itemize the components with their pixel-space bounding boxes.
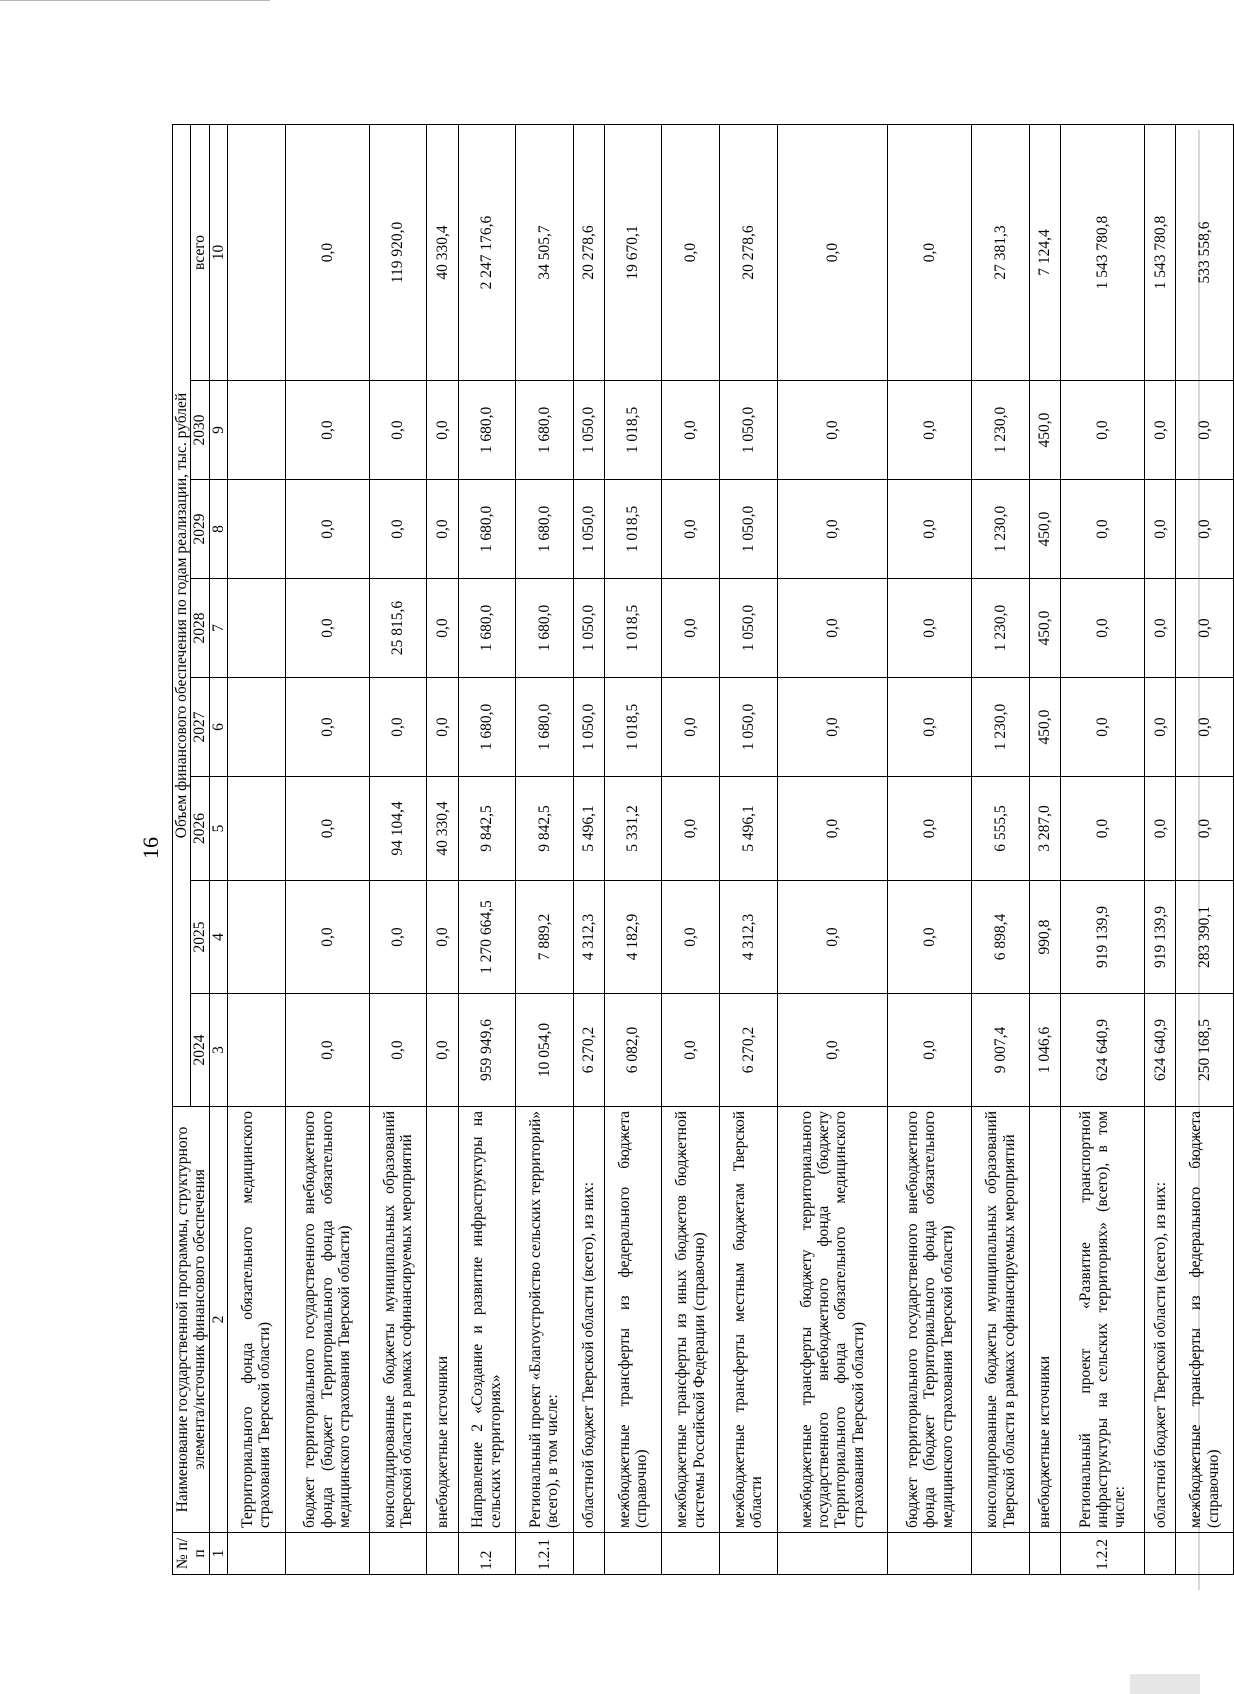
value-cell: 0,0 <box>888 881 972 994</box>
value-cell: 0,0 <box>888 125 972 381</box>
value-cell: 0,0 <box>369 678 427 777</box>
value-cell: 7 889,2 <box>516 881 574 994</box>
value-cell: 9 842,5 <box>458 777 516 881</box>
value-cell: 0,0 <box>285 381 369 480</box>
row-number <box>1030 1533 1061 1575</box>
row-number <box>720 1533 778 1575</box>
value-cell: 0,0 <box>427 881 458 994</box>
value-cell: 1 018,5 <box>604 381 662 480</box>
row-number: 1.2 <box>458 1533 516 1575</box>
value-cell: 1 018,5 <box>604 579 662 678</box>
value-cell: 40 330,4 <box>427 125 458 381</box>
value-cell: 0,0 <box>888 777 972 881</box>
value-cell: 919 139,9 <box>1145 881 1176 994</box>
value-cell: 0,0 <box>1176 381 1234 480</box>
value-cell: 0,0 <box>662 381 720 480</box>
value-cell: 0,0 <box>1176 777 1234 881</box>
row-name: консолидированные бюджеты муниципальных образований Тверской области в рамках софинансируемых мероприятий <box>369 1107 427 1533</box>
value-cell: 0,0 <box>888 678 972 777</box>
row-number <box>427 1533 458 1575</box>
header-year: 2030 <box>191 381 209 480</box>
value-cell: 533 558,6 <box>1176 125 1234 381</box>
value-cell: 0,0 <box>662 678 720 777</box>
value-cell: 1 543 780,8 <box>1061 125 1145 381</box>
header-index: 1 <box>209 1533 227 1575</box>
row-number <box>573 1533 604 1575</box>
value-cell <box>228 579 286 678</box>
value-cell: 20 278,6 <box>573 125 604 381</box>
value-cell: 0,0 <box>777 579 888 678</box>
value-cell <box>228 480 286 579</box>
value-cell: 3 287,0 <box>1030 777 1061 881</box>
value-cell: 1 680,0 <box>516 579 574 678</box>
value-cell: 0,0 <box>777 777 888 881</box>
page-number: 16 <box>138 837 163 859</box>
table-row <box>427 125 458 1575</box>
value-cell: 5 496,1 <box>720 777 778 881</box>
value-cell: 959 949,6 <box>458 994 516 1107</box>
row-name: межбюджетные трансферты из иных бюджетов бюджетной системы Российской Федерации (справочно) <box>662 1107 720 1533</box>
header-col-name: Наименование государственной программы, структурного элемента/источник финансового обеспечения <box>173 1107 210 1533</box>
value-cell: 1 680,0 <box>458 579 516 678</box>
value-cell: 1 050,0 <box>720 381 778 480</box>
value-cell <box>228 994 286 1107</box>
value-cell: 9 007,4 <box>972 994 1030 1107</box>
value-cell: 0,0 <box>369 881 427 994</box>
value-cell: 0,0 <box>427 994 458 1107</box>
value-cell: 1 230,0 <box>972 381 1030 480</box>
value-cell: 94 104,4 <box>369 777 427 881</box>
value-cell: 1 018,5 <box>604 678 662 777</box>
value-cell: 0,0 <box>285 881 369 994</box>
value-cell: 25 815,6 <box>369 579 427 678</box>
value-cell: 0,0 <box>777 994 888 1107</box>
value-cell: 34 505,7 <box>516 125 574 381</box>
value-cell: 27 381,3 <box>972 125 1030 381</box>
row-name: межбюджетные трансферты из федерального бюджета (справочно) <box>604 1107 662 1533</box>
value-cell: 4 312,3 <box>720 881 778 994</box>
value-cell: 450,0 <box>1030 381 1061 480</box>
table-row <box>604 125 662 1575</box>
header-index: 5 <box>209 777 227 881</box>
header-index: 8 <box>209 480 227 579</box>
value-cell: 9 842,5 <box>516 777 574 881</box>
value-cell: 1 680,0 <box>516 480 574 579</box>
value-cell: 450,0 <box>1030 480 1061 579</box>
value-cell: 0,0 <box>285 480 369 579</box>
value-cell: 1 050,0 <box>720 579 778 678</box>
row-name: внебюджетные источники <box>427 1107 458 1533</box>
value-cell: 0,0 <box>1061 381 1145 480</box>
value-cell: 7 124,4 <box>1030 125 1061 381</box>
value-cell: 0,0 <box>888 579 972 678</box>
value-cell: 119 920,0 <box>369 125 427 381</box>
table-row <box>1176 125 1234 1575</box>
value-cell: 0,0 <box>1145 480 1176 579</box>
header-index: 2 <box>209 1107 227 1533</box>
value-cell: 0,0 <box>285 994 369 1107</box>
value-cell: 0,0 <box>427 579 458 678</box>
value-cell: 5 331,2 <box>604 777 662 881</box>
row-name: бюджет территориального государственного внебюджетного фонда (бюджет Территориального фонда обязательного медицинского страхования Тверской области) <box>285 1107 369 1533</box>
table-row <box>1145 125 1176 1575</box>
value-cell: 919 139,9 <box>1061 881 1145 994</box>
value-cell: 0,0 <box>285 579 369 678</box>
value-cell: 1 050,0 <box>720 480 778 579</box>
value-cell: 0,0 <box>777 678 888 777</box>
value-cell: 0,0 <box>777 881 888 994</box>
row-name: областной бюджет Тверской области (всего), из них: <box>1145 1107 1176 1533</box>
value-cell: 0,0 <box>1145 381 1176 480</box>
row-number <box>777 1533 888 1575</box>
value-cell: 0,0 <box>888 994 972 1107</box>
value-cell: 4 312,3 <box>573 881 604 994</box>
value-cell: 0,0 <box>427 678 458 777</box>
value-cell: 6 898,4 <box>972 881 1030 994</box>
row-number <box>369 1533 427 1575</box>
value-cell: 1 050,0 <box>720 678 778 777</box>
row-name: межбюджетные трансферты бюджету территориального государственного внебюджетного фонда (бюджету Территориального фонда обязательного медицинского страхования Тверской области) <box>777 1107 888 1533</box>
value-cell: 1 050,0 <box>573 480 604 579</box>
header-year: 2025 <box>191 881 209 994</box>
header-index: 3 <box>209 994 227 1107</box>
value-cell: 10 054,0 <box>516 994 574 1107</box>
value-cell: 4 182,9 <box>604 881 662 994</box>
value-cell: 0,0 <box>662 777 720 881</box>
value-cell: 0,0 <box>662 881 720 994</box>
value-cell: 20 278,6 <box>720 125 778 381</box>
header-year: 2027 <box>191 678 209 777</box>
value-cell: 283 390,1 <box>1176 881 1234 994</box>
value-cell: 0,0 <box>1145 579 1176 678</box>
value-cell: 0,0 <box>285 125 369 381</box>
table-row <box>720 125 778 1575</box>
value-cell: 0,0 <box>1145 777 1176 881</box>
value-cell: 0,0 <box>662 579 720 678</box>
value-cell: 2 247 176,6 <box>458 125 516 381</box>
value-cell: 0,0 <box>1061 480 1145 579</box>
value-cell: 1 050,0 <box>573 678 604 777</box>
table-row <box>777 125 888 1575</box>
value-cell: 624 640,9 <box>1145 994 1176 1107</box>
row-number: 1.2.1 <box>516 1533 574 1575</box>
value-cell: 0,0 <box>369 381 427 480</box>
value-cell: 0,0 <box>285 678 369 777</box>
value-cell: 0,0 <box>1145 678 1176 777</box>
scan-edge <box>0 0 270 1</box>
value-cell: 1 680,0 <box>516 678 574 777</box>
value-cell: 5 496,1 <box>573 777 604 881</box>
row-number <box>888 1533 972 1575</box>
value-cell: 0,0 <box>888 480 972 579</box>
value-cell <box>228 678 286 777</box>
row-number <box>1145 1533 1176 1575</box>
value-cell: 0,0 <box>777 125 888 381</box>
table-row <box>285 125 369 1575</box>
value-cell: 1 543 780,8 <box>1145 125 1176 381</box>
table-row <box>516 125 574 1575</box>
table-row <box>369 125 427 1575</box>
value-cell: 0,0 <box>1176 579 1234 678</box>
row-number <box>604 1533 662 1575</box>
value-cell: 1 230,0 <box>972 579 1030 678</box>
value-cell: 1 018,5 <box>604 480 662 579</box>
value-cell: 1 230,0 <box>972 678 1030 777</box>
value-cell <box>228 777 286 881</box>
value-cell: 0,0 <box>888 381 972 480</box>
finance-table <box>172 124 1234 1575</box>
value-cell: 450,0 <box>1030 579 1061 678</box>
header-year: 2029 <box>191 480 209 579</box>
value-cell: 0,0 <box>777 381 888 480</box>
value-cell: 0,0 <box>427 381 458 480</box>
value-cell: 250 168,5 <box>1176 994 1234 1107</box>
value-cell: 0,0 <box>427 480 458 579</box>
header-year: всего <box>191 125 209 381</box>
value-cell: 0,0 <box>662 994 720 1107</box>
value-cell: 0,0 <box>285 777 369 881</box>
value-cell: 990,8 <box>1030 881 1061 994</box>
value-cell: 0,0 <box>1061 678 1145 777</box>
value-cell: 0,0 <box>1176 480 1234 579</box>
table-row <box>888 125 972 1575</box>
row-name: Региональный проект «Развитие транспортной инфраструктуры на сельских территориях» (всего), в том числе: <box>1061 1107 1145 1533</box>
value-cell <box>228 125 286 381</box>
header-index: 9 <box>209 381 227 480</box>
row-name: внебюджетные источники <box>1030 1107 1061 1533</box>
header-col-no: № п/п <box>173 1533 210 1575</box>
value-cell: 1 680,0 <box>458 480 516 579</box>
value-cell <box>228 881 286 994</box>
value-cell: 0,0 <box>1061 579 1145 678</box>
row-number <box>228 1533 286 1575</box>
table-row <box>1030 125 1061 1575</box>
value-cell: 0,0 <box>662 125 720 381</box>
table-row <box>573 125 604 1575</box>
row-name: бюджет территориального государственного внебюджетного фонда (бюджет Территориального фонда обязательного медицинского страхования Тверской области) <box>888 1107 972 1533</box>
value-cell: 0,0 <box>369 480 427 579</box>
value-cell: 1 680,0 <box>458 381 516 480</box>
value-cell: 1 050,0 <box>573 579 604 678</box>
header-index: 7 <box>209 579 227 678</box>
row-number <box>972 1533 1030 1575</box>
row-number <box>285 1533 369 1575</box>
header-year: 2026 <box>191 777 209 881</box>
header-index: 4 <box>209 881 227 994</box>
value-cell: 0,0 <box>1061 777 1145 881</box>
value-cell: 6 555,5 <box>972 777 1030 881</box>
header-year: 2024 <box>191 994 209 1107</box>
header-year: 2028 <box>191 579 209 678</box>
row-name: Региональный проект «Благоустройство сельских территорий» (всего), в том числе: <box>516 1107 574 1533</box>
row-name: межбюджетные трансферты местным бюджетам Тверской области <box>720 1107 778 1533</box>
value-cell: 1 046,6 <box>1030 994 1061 1107</box>
row-number <box>662 1533 720 1575</box>
value-cell: 0,0 <box>777 480 888 579</box>
row-name: областной бюджет Тверской области (всего), из них: <box>573 1107 604 1533</box>
table-row <box>228 125 286 1575</box>
value-cell: 1 050,0 <box>573 381 604 480</box>
value-cell: 450,0 <box>1030 678 1061 777</box>
value-cell: 0,0 <box>662 480 720 579</box>
value-cell: 6 082,0 <box>604 994 662 1107</box>
value-cell: 1 680,0 <box>458 678 516 777</box>
header-index: 6 <box>209 678 227 777</box>
table-row <box>972 125 1030 1575</box>
value-cell: 6 270,2 <box>720 994 778 1107</box>
value-cell: 1 230,0 <box>972 480 1030 579</box>
scan-corner <box>1130 1674 1200 1694</box>
header-finance-group: Объем финансового обеспечения по годам реализации, тыс. рублей <box>173 125 191 1107</box>
value-cell: 40 330,4 <box>427 777 458 881</box>
table-row <box>662 125 720 1575</box>
value-cell: 1 680,0 <box>516 381 574 480</box>
rotated-table-container <box>172 125 1234 1575</box>
table-row <box>1061 125 1145 1575</box>
row-number: 1.2.2 <box>1061 1533 1145 1575</box>
value-cell: 624 640,9 <box>1061 994 1145 1107</box>
value-cell: 19 670,1 <box>604 125 662 381</box>
row-name: консолидированные бюджеты муниципальных образований Тверской области в рамках софинансируемых мероприятий <box>972 1107 1030 1533</box>
row-name: Территориального фонда обязательного медицинского страхования Тверской области) <box>228 1107 286 1533</box>
header-index: 10 <box>209 125 227 381</box>
row-number <box>1176 1533 1234 1575</box>
row-name: Направление 2 «Создание и развитие инфраструктуры на сельских территориях» <box>458 1107 516 1533</box>
table-row <box>458 125 516 1575</box>
value-cell: 1 270 664,5 <box>458 881 516 994</box>
value-cell <box>228 381 286 480</box>
value-cell: 0,0 <box>369 994 427 1107</box>
value-cell: 6 270,2 <box>573 994 604 1107</box>
value-cell: 0,0 <box>1176 678 1234 777</box>
row-name: межбюджетные трансферты из федерального бюджета (справочно) <box>1176 1107 1234 1533</box>
